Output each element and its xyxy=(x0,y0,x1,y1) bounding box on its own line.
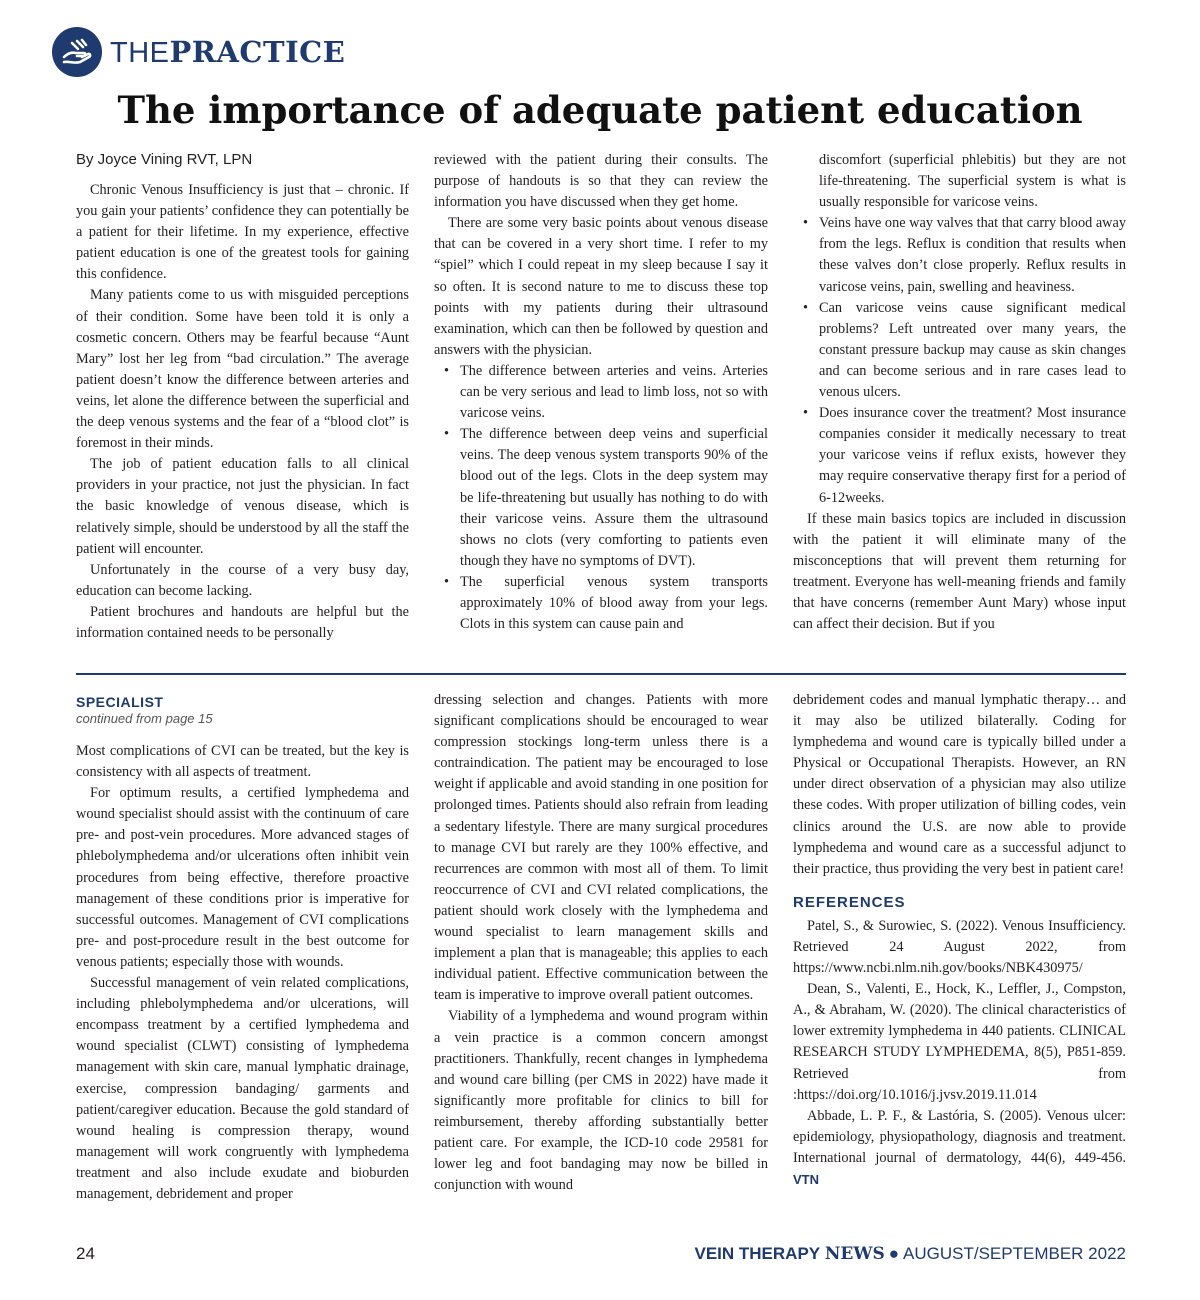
list-item: • The difference between arteries and veins. Arteries can be very serious and lead to limb loss, not so with varicose veins. xyxy=(434,361,768,424)
page-footer xyxy=(76,1244,1126,1268)
article-column-2 xyxy=(434,150,768,635)
bullet-list xyxy=(434,361,768,635)
paragraph: For optimum results, a certified lymphedema and wound specialist should assist with the continuum of care pre- and post-vein procedures. More advanced stages of phlebolymphedema and/or ulcerations often inhibit vein procedures from being effective, therefore proactive management of these conditions prior is imperative for successful outcomes. Management of CVI complications pre- and post-procedure result in the best outcome for venous patients; especially those with wounds. xyxy=(76,785,409,970)
brand-practice: PRACTICE xyxy=(169,34,346,69)
paragraph: Patient brochures and handouts are helpful but the information contained needs to be personally xyxy=(76,603,409,641)
paragraph: Most complications of CVI can be treated, but the key is consistency with all aspects of treatment. xyxy=(76,743,409,781)
list-item: • Can varicose veins cause significant medical problems? Left untreated over many years, the constant pressure backup may cause as skin changes and can become serious and in rare cases lead to venous ulcers. xyxy=(793,298,1126,403)
specialist-column-1 xyxy=(76,693,409,1205)
end-mark: VTN xyxy=(793,1171,819,1187)
magazine-header xyxy=(52,26,345,78)
publication-news: NEWS xyxy=(824,1244,885,1264)
specialist-label: SPECIALIST xyxy=(76,694,164,710)
paragraph: If these main basics topics are included in discussion with the patient it will eliminate many of the misconceptions that will prevent them returning for treatment. Everyone has well-meaning friends and family that have concerns (remember Aunt Mary) whose input can affect their decision. But if you xyxy=(793,510,1126,633)
continued-note: continued from page 15 xyxy=(76,711,213,726)
list-item: • The superficial venous system transports approximately 10% of blood away from your legs. Clots in this system can cause pain and xyxy=(434,572,768,635)
specialist-column-2 xyxy=(434,690,768,1196)
paragraph: Many patients come to us with misguided perceptions of their condition. Some have been told it is only a cosmetic concern. Others may be fearful because “Aunt Mary” lost her leg from “bad circulation.” The average patient doesn’t know the difference between arteries and veins, let alone the difference between the superficial and the deep venous systems and the fear of a “blood clot” is foremost in their minds. xyxy=(76,287,409,452)
list-item: • Does insurance cover the treatment? Most insurance companies consider it medically necessary to treat your varicose veins if reflux exists, however they may require conservative therapy first for a period of 6-12weeks. xyxy=(793,403,1126,508)
page-number: 24 xyxy=(76,1244,95,1263)
paragraph: The job of patient education falls to all clinical providers in your practice, not just the physician. In fact the basic knowledge of venous disease, which is relatively simple, should be understood by all the staff the patient will encounter. xyxy=(76,456,409,557)
bullet-list xyxy=(793,213,1126,508)
publication-name: VEIN THERAPY xyxy=(694,1244,821,1263)
article-column-1 xyxy=(76,150,409,644)
article-column-3 xyxy=(793,150,1126,635)
brand-the: THE xyxy=(110,36,170,69)
section-divider xyxy=(76,673,1126,675)
list-item: • Veins have one way valves that that carry blood away from the legs. Reflux is condition that results when these valves don’t close properly. Reflux results in varicose veins, pain, swelling and heaviness. xyxy=(793,213,1126,297)
paragraph: Chronic Venous Insufficiency is just that – chronic. If you gain your patients’ confidence they can potentially be a patient for their lifetime. In my experience, effective patient education is one of the greatest tools for gaining this confidence. xyxy=(76,182,409,283)
paragraph: dressing selection and changes. Patients with more significant complications should be encouraged to wear compression stockings long-term unless there is a contraindication. The patient may be encouraged to lose weight if applicable and avoid standing in one position for prolonged times. Patients should also refrain from leading a sedentary lifestyle. There are many surgical procedures to manage CVI but rarely are they 100% effective, and recurrences are common with most all of them. To limit reoccurrence of CVI and CVI related complications, the patient should work closely with the lymphedema and wound specialist to learn management skills and implement a plan that is manageable; this applies to each individual patient. Effective communication between the team is imperative to improve overall patient outcomes. xyxy=(434,692,768,1004)
publication-info xyxy=(695,1244,1127,1264)
paragraph: Viability of a lymphedema and wound program within a vein practice is a common concern amongst practitioners. Thankfully, recent changes in lymphedema and wound care billing (per CMS in 2022) have made it significantly more profitable for clinics to bill for reimbursement, thereby affording substantially better patient care. For example, the ICD-10 code 29581 for lower leg and foot bandaging may now be billed in conjunction with wound xyxy=(434,1008,768,1194)
list-item: • The difference between deep veins and superficial veins. The deep venous system transports 90% of the blood out of the legs. Clots in the deep system may be life-threatening but usually has nothing to do with their varicose veins. Assure them the ultrasound shows no clots (very comforting to patients even though they have no symptoms of DVT). xyxy=(434,424,768,572)
specialist-column-3 xyxy=(793,690,1126,1191)
paragraph: reviewed with the patient during their consults. The purpose of handouts is so that they can review the information you have discussed when they get home. xyxy=(434,152,768,211)
paragraph: discomfort (superficial phlebitis) but they are not life-threatening. The superficial system is what is usually responsible for varicose veins. xyxy=(819,152,1126,211)
reference-item xyxy=(793,1106,1126,1191)
issue-date: AUGUST/SEPTEMBER 2022 xyxy=(903,1244,1126,1263)
reference-text: Abbade, L. P. F., & Lastória, S. (2005). Venous ulcer: epidemiology, physiopathology, diagnosis and treatment. International journal of dermatology, 44(6), 449-456. xyxy=(793,1107,1126,1166)
references-heading: REFERENCES xyxy=(793,893,906,911)
hand-holding-icon xyxy=(52,27,102,77)
reference-item: Dean, S., Valenti, E., Hock, K., Leffler, J., Compston, A., & Abraham, W. (2020). The clinical characteristics of lower extremity lymphedema in 440 patients. CLINICAL RESEARCH STUDY LYMPHEDEMA, 8(5), P851-859. Retrieved from :https://doi.org/10.1016/j.jvsv.2019.11.014 xyxy=(793,981,1126,1103)
separator-dot: ● xyxy=(888,1244,900,1263)
section-brand xyxy=(110,35,345,70)
paragraph: Successful management of vein related complications, including phlebolymphedema and/or ulcerations, will encompass treatment by a certified lymphedema and wound specialist (CLWT) consisting of lymphedema management with skin care, manual lymphatic drainage, exercise, compression bandaging/ garments and patient/caregiver education. Because the gold standard of wound healing is compression therapy, wound management will work congruently with lymphedema treatment and also include exudate and bioburden management, debridement and proper xyxy=(76,975,409,1202)
byline: By Joyce Vining RVT, LPN xyxy=(76,151,253,168)
paragraph: There are some very basic points about venous disease that can be covered in a very short time. I refer to my “spiel” which I could repeat in my sleep because I say it so often. It is second nature to me to discuss these top points with my patients during their ultrasound examination, which can then be followed by question and answers with the physician. xyxy=(434,215,768,358)
paragraph: Unfortunately in the course of a very busy day, education can become lacking. xyxy=(76,561,409,599)
article-title: The importance of adequate patient education xyxy=(117,88,1083,132)
paragraph: debridement codes and manual lymphatic therapy… and it may also be utilized bilaterally. Coding for lymphedema and wound care is typically billed under a Physical or Occupational Therapists. However, an RN under direct observation of a physician may also utilize these codes. With proper utilization of billing codes, vein clinics around the U.S. are now able to provide lymphedema and wound care as a successful adjunct to their practice, thus providing the very best in patient care! xyxy=(793,692,1126,877)
reference-item: Patel, S., & Surowiec, S. (2022). Venous Insufficiency. Retrieved 24 August 2022, from https://www.ncbi.nlm.nih.gov/books/NBK430975/ xyxy=(793,917,1126,977)
